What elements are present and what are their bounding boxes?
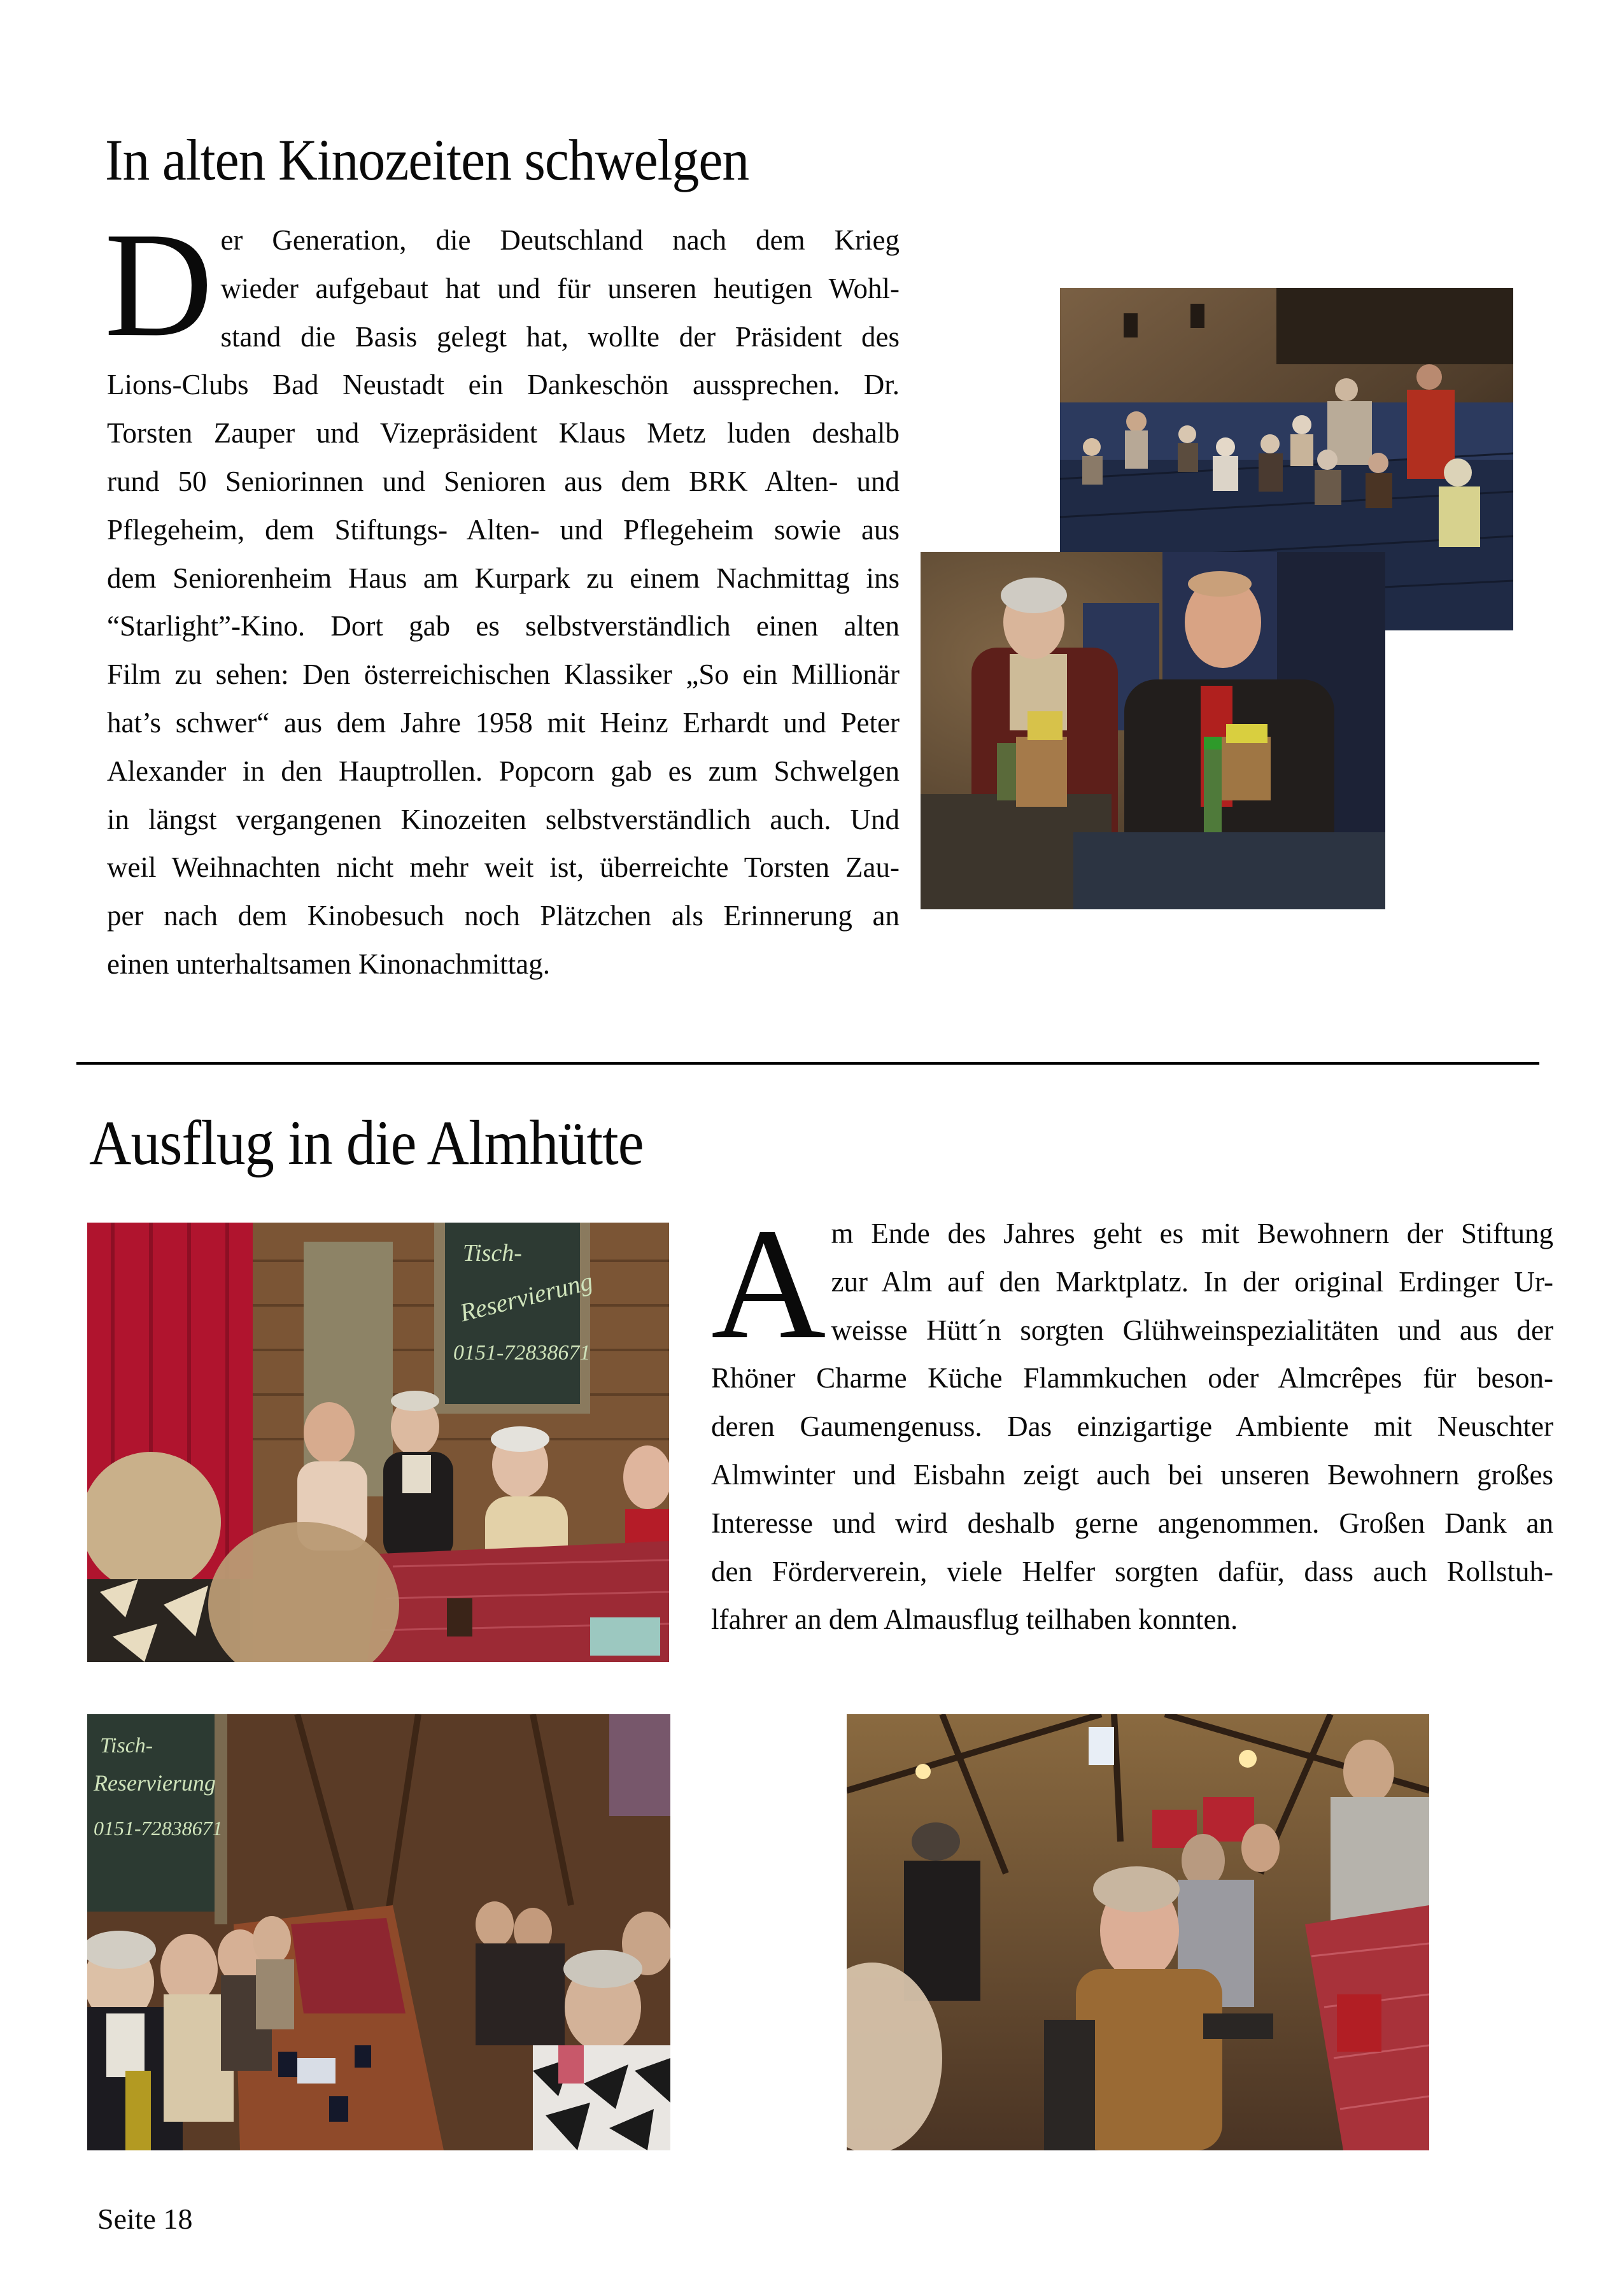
svg-text:Tisch-: Tisch- xyxy=(463,1240,522,1267)
svg-text:0151-72838671: 0151-72838671 xyxy=(94,1817,223,1840)
text-line: einen unterhaltsamen Kinonachmittag. xyxy=(107,948,551,980)
text-line: Interesse und wird deshalb gerne angenommen. Großen Dank an xyxy=(711,1507,1553,1539)
photo-alm-table-curtain xyxy=(87,1223,669,1662)
article-body-alm xyxy=(711,1196,1553,1644)
drop-cap: D xyxy=(104,202,213,368)
text-line: per nach dem Kinobesuch noch Plätzchen als Erinnerung an xyxy=(107,900,900,932)
text-line: lfahrer an dem Almausflug teilhaben konnten. xyxy=(711,1603,1238,1636)
svg-text:0151-72838671: 0151-72838671 xyxy=(453,1341,591,1365)
text-line: Film zu sehen: Den österreichischen Klassiker „So ein Millionär xyxy=(107,658,900,691)
text-line: weisse Hütt´n sorgten Glühweinspezialitäten und aus der xyxy=(831,1314,1553,1346)
svg-text:Tisch-: Tisch- xyxy=(100,1734,153,1757)
page-number: Seite 18 xyxy=(97,2203,193,2235)
text-line: weil Weihnachten nicht mehr weit ist, überreichte Torsten Zau- xyxy=(107,851,900,884)
text-line: Alexander in den Hauptrollen. Popcorn gab es zum Schwelgen xyxy=(107,755,900,787)
article-title-kino: In alten Kinozeiten schwelgen xyxy=(105,127,749,192)
text-line: Almwinter und Eisbahn zeigt auch bei unseren Bewohnern großes xyxy=(711,1458,1553,1491)
text-line: hat’s schwer“ aus dem Jahre 1958 mit Heinz Erhardt und Peter xyxy=(107,706,900,739)
text-line: Pflegeheim, dem Stiftungs- Alten- und Pflegeheim sowie aus xyxy=(107,513,900,546)
text-line: Lions-Clubs Bad Neustadt ein Dankeschön aussprechen. Dr. xyxy=(107,369,900,401)
photo-alm-wheelchair xyxy=(847,1714,1429,2150)
svg-text:Reservierung: Reservierung xyxy=(456,1266,596,1328)
text-line: Rhöner Charme Küche Flammkuchen oder Almcrêpes für beson- xyxy=(711,1362,1553,1395)
text-line: m Ende des Jahres geht es mit Bewohnern der Stiftung xyxy=(831,1218,1553,1249)
text-line: dem Seniorenheim Haus am Kurpark zu einem Nachmittag ins xyxy=(107,562,900,594)
text-line: Torsten Zauper und Vizepräsident Klaus Metz luden deshalb xyxy=(107,417,900,450)
text-line: deren Gaumengenuss. Das einzigartige Ambiente mit Neuschter xyxy=(711,1410,1553,1443)
text-line: er Generation, die Deutschland nach dem Krieg xyxy=(220,224,900,256)
text-line: in längst vergangenen Kinozeiten selbstverständlich auch. Und xyxy=(107,803,900,835)
text-line: zur Alm auf den Marktplatz. In der original Erdinger Ur- xyxy=(831,1265,1553,1298)
text-line: stand die Basis gelegt hat, wollte der Präsident des xyxy=(220,320,900,353)
photo-alm-long-table xyxy=(87,1714,670,2150)
drop-cap: A xyxy=(711,1196,826,1372)
svg-text:Reservierung: Reservierung xyxy=(94,1770,216,1796)
section-divider xyxy=(76,1062,1539,1065)
photo-cinema-couple xyxy=(921,552,1385,909)
text-line: den Förderverein, viele Helfer sorgten dafür, dass auch Rollstuh- xyxy=(711,1555,1553,1587)
article-title-alm: Ausflug in die Almhütte xyxy=(89,1107,644,1178)
text-line: “Starlight”-Kino. Dort gab es selbstverständlich einen alten xyxy=(107,610,900,643)
text-line: rund 50 Seniorinnen und Senioren aus dem BRK Alten- und xyxy=(107,465,900,497)
article-body-kino xyxy=(104,202,900,989)
text-line: wieder aufgebaut hat und für unseren heutigen Wohl- xyxy=(220,272,900,304)
